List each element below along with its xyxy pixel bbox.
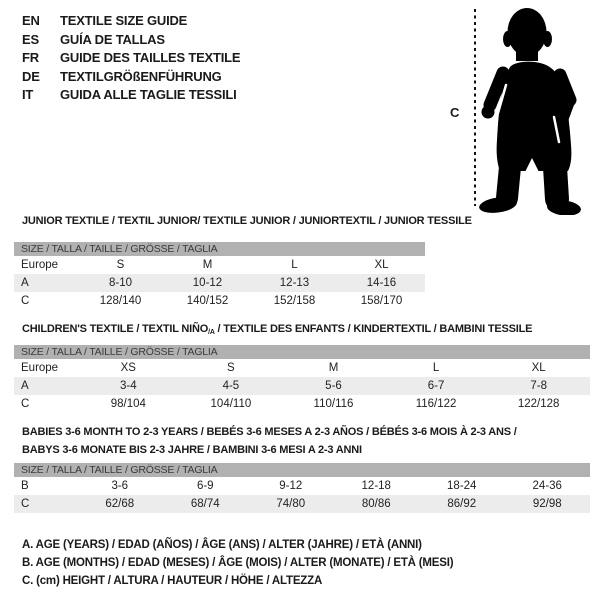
size-cell: 98/104: [110, 398, 146, 410]
lang-title: GUIDA ALLE TAGLIE TESSILI: [60, 87, 237, 102]
row-label: A: [21, 380, 29, 392]
size-cell: 12-18: [361, 480, 391, 492]
size-cell: 74/80: [276, 498, 306, 510]
size-cell: 6-7: [427, 380, 445, 392]
table-size-header: SIZE / TALLA / TAILLE / GRÖSSE / TAGLIA: [14, 463, 590, 477]
lang-row-en: [22, 12, 240, 31]
lang-row-it: [22, 86, 240, 105]
table-row: [14, 377, 590, 395]
row-label: C: [21, 498, 30, 510]
row-label: C: [21, 398, 30, 410]
size-cell: 128/140: [99, 295, 142, 307]
lang-code: FR: [22, 50, 39, 65]
lang-title: TEXTILE SIZE GUIDE: [60, 13, 188, 28]
table-size-header: SIZE / TALLA / TAILLE / GRÖSSE / TAGLIA: [14, 242, 425, 256]
table-row: [14, 274, 425, 292]
size-cell: 4-5: [222, 380, 240, 392]
title-subscript: /A: [208, 329, 215, 336]
size-cell: L: [432, 362, 440, 374]
size-cell: 122/128: [517, 398, 560, 410]
babies-size-table: [14, 463, 590, 513]
size-cell: XL: [531, 362, 546, 374]
size-cell: 92/98: [532, 498, 562, 510]
size-cell: 68/74: [190, 498, 220, 510]
size-cell: 12-13: [279, 277, 310, 289]
size-cell: 7-8: [530, 380, 547, 392]
lang-row-de: [22, 68, 240, 87]
size-cell: XS: [120, 362, 136, 374]
junior-section-title: JUNIOR TEXTILE / TEXTIL JUNIOR/ TEXTILE JUNIOR / JUNIORTEXTIL / JUNIOR TESSILE: [22, 215, 472, 227]
size-cell: 62/68: [105, 498, 135, 510]
table-row: [14, 359, 590, 377]
legend-age-years: A. AGE (YEARS) / EDAD (AÑOS) / ÂGE (ANS) / ALTER (JAHRE) / ETÀ (ANNI): [22, 539, 422, 551]
lang-row-es: [22, 31, 240, 50]
row-label: A: [21, 277, 29, 289]
lang-title: GUIDE DES TAILLES TEXTILE: [60, 50, 241, 65]
row-label: B: [21, 480, 29, 492]
table-row: [14, 292, 425, 310]
table-size-header: SIZE / TALLA / TAILLE / GRÖSSE / TAGLIA: [14, 345, 590, 359]
lang-title: GUÍA DE TALLAS: [60, 31, 165, 47]
size-cell: 6-9: [196, 480, 214, 492]
size-cell: S: [227, 362, 235, 374]
size-cell: 9-12: [279, 480, 303, 492]
row-label: Europe: [21, 362, 59, 374]
size-cell: 158/170: [360, 295, 403, 307]
size-cell: M: [328, 362, 339, 374]
lang-code: EN: [22, 13, 40, 28]
size-cell: 116/122: [415, 398, 457, 410]
size-cell: 80/86: [361, 498, 391, 510]
title-text: CHILDREN'S TEXTILE / TEXTIL NIÑO: [22, 323, 209, 335]
size-cell: S: [116, 259, 125, 271]
size-cell: 14-16: [366, 277, 397, 289]
lang-code: ES: [22, 31, 39, 47]
table-row: [14, 477, 590, 495]
babies-section-title-line1: BABIES 3-6 MONTH TO 2-3 YEARS / BEBÉS 3-6 MESES A 2-3 AÑOS / BÉBÉS 3-6 MOIS À 2-3 ANS /: [22, 426, 517, 438]
table-row: [14, 395, 590, 413]
size-cell: 3-6: [111, 480, 129, 492]
row-label: Europe: [21, 259, 59, 271]
table-row: [14, 495, 590, 513]
size-cell: 152/158: [273, 295, 316, 307]
size-cell: 18-24: [447, 480, 477, 492]
size-cell: 86/92: [447, 498, 477, 510]
table-row: [14, 256, 425, 274]
babies-section-title-line2: BABYS 3-6 MONATE BIS 2-3 JAHRE / BAMBINI 3-6 MESI A 2-3 ANNI: [22, 444, 362, 456]
row-label: C: [21, 295, 30, 307]
size-cell: M: [202, 259, 213, 271]
children-section-title: [22, 323, 532, 335]
size-cell: L: [291, 259, 298, 271]
size-cell: 10-12: [192, 277, 223, 289]
size-cell: 24-36: [532, 480, 562, 492]
lang-code: IT: [22, 87, 34, 102]
size-cell: 3-4: [119, 380, 137, 392]
language-title-list: [22, 12, 240, 105]
toddler-silhouette-icon: [470, 5, 585, 215]
legend-age-months: B. AGE (MONTHS) / EDAD (MESES) / ÂGE (MOIS) / ALTER (MONATE) / ETÀ (MESI): [22, 557, 454, 569]
size-cell: 140/152: [186, 295, 229, 307]
height-measure-label: C: [450, 105, 460, 120]
size-cell: 104/110: [210, 398, 252, 410]
children-size-table: [14, 345, 590, 413]
size-cell: XL: [374, 259, 389, 271]
lang-title: TEXTILGRÖßENFÜHRUNG: [60, 68, 222, 84]
junior-size-table: [14, 242, 425, 310]
size-cell: 110/116: [313, 398, 354, 410]
lang-code: DE: [22, 68, 40, 84]
size-cell: 5-6: [325, 380, 342, 392]
lang-row-fr: [22, 49, 240, 68]
size-cell: 8-10: [108, 277, 133, 289]
title-text: / TEXTILE DES ENFANTS / KINDERTEXTIL / BAMBINI TESSILE: [214, 323, 533, 335]
measure-legend: [22, 536, 453, 590]
legend-height-cm: C. (cm) HEIGHT / ALTURA / HAUTEUR / HÖHE / ALTEZZA: [22, 575, 323, 587]
